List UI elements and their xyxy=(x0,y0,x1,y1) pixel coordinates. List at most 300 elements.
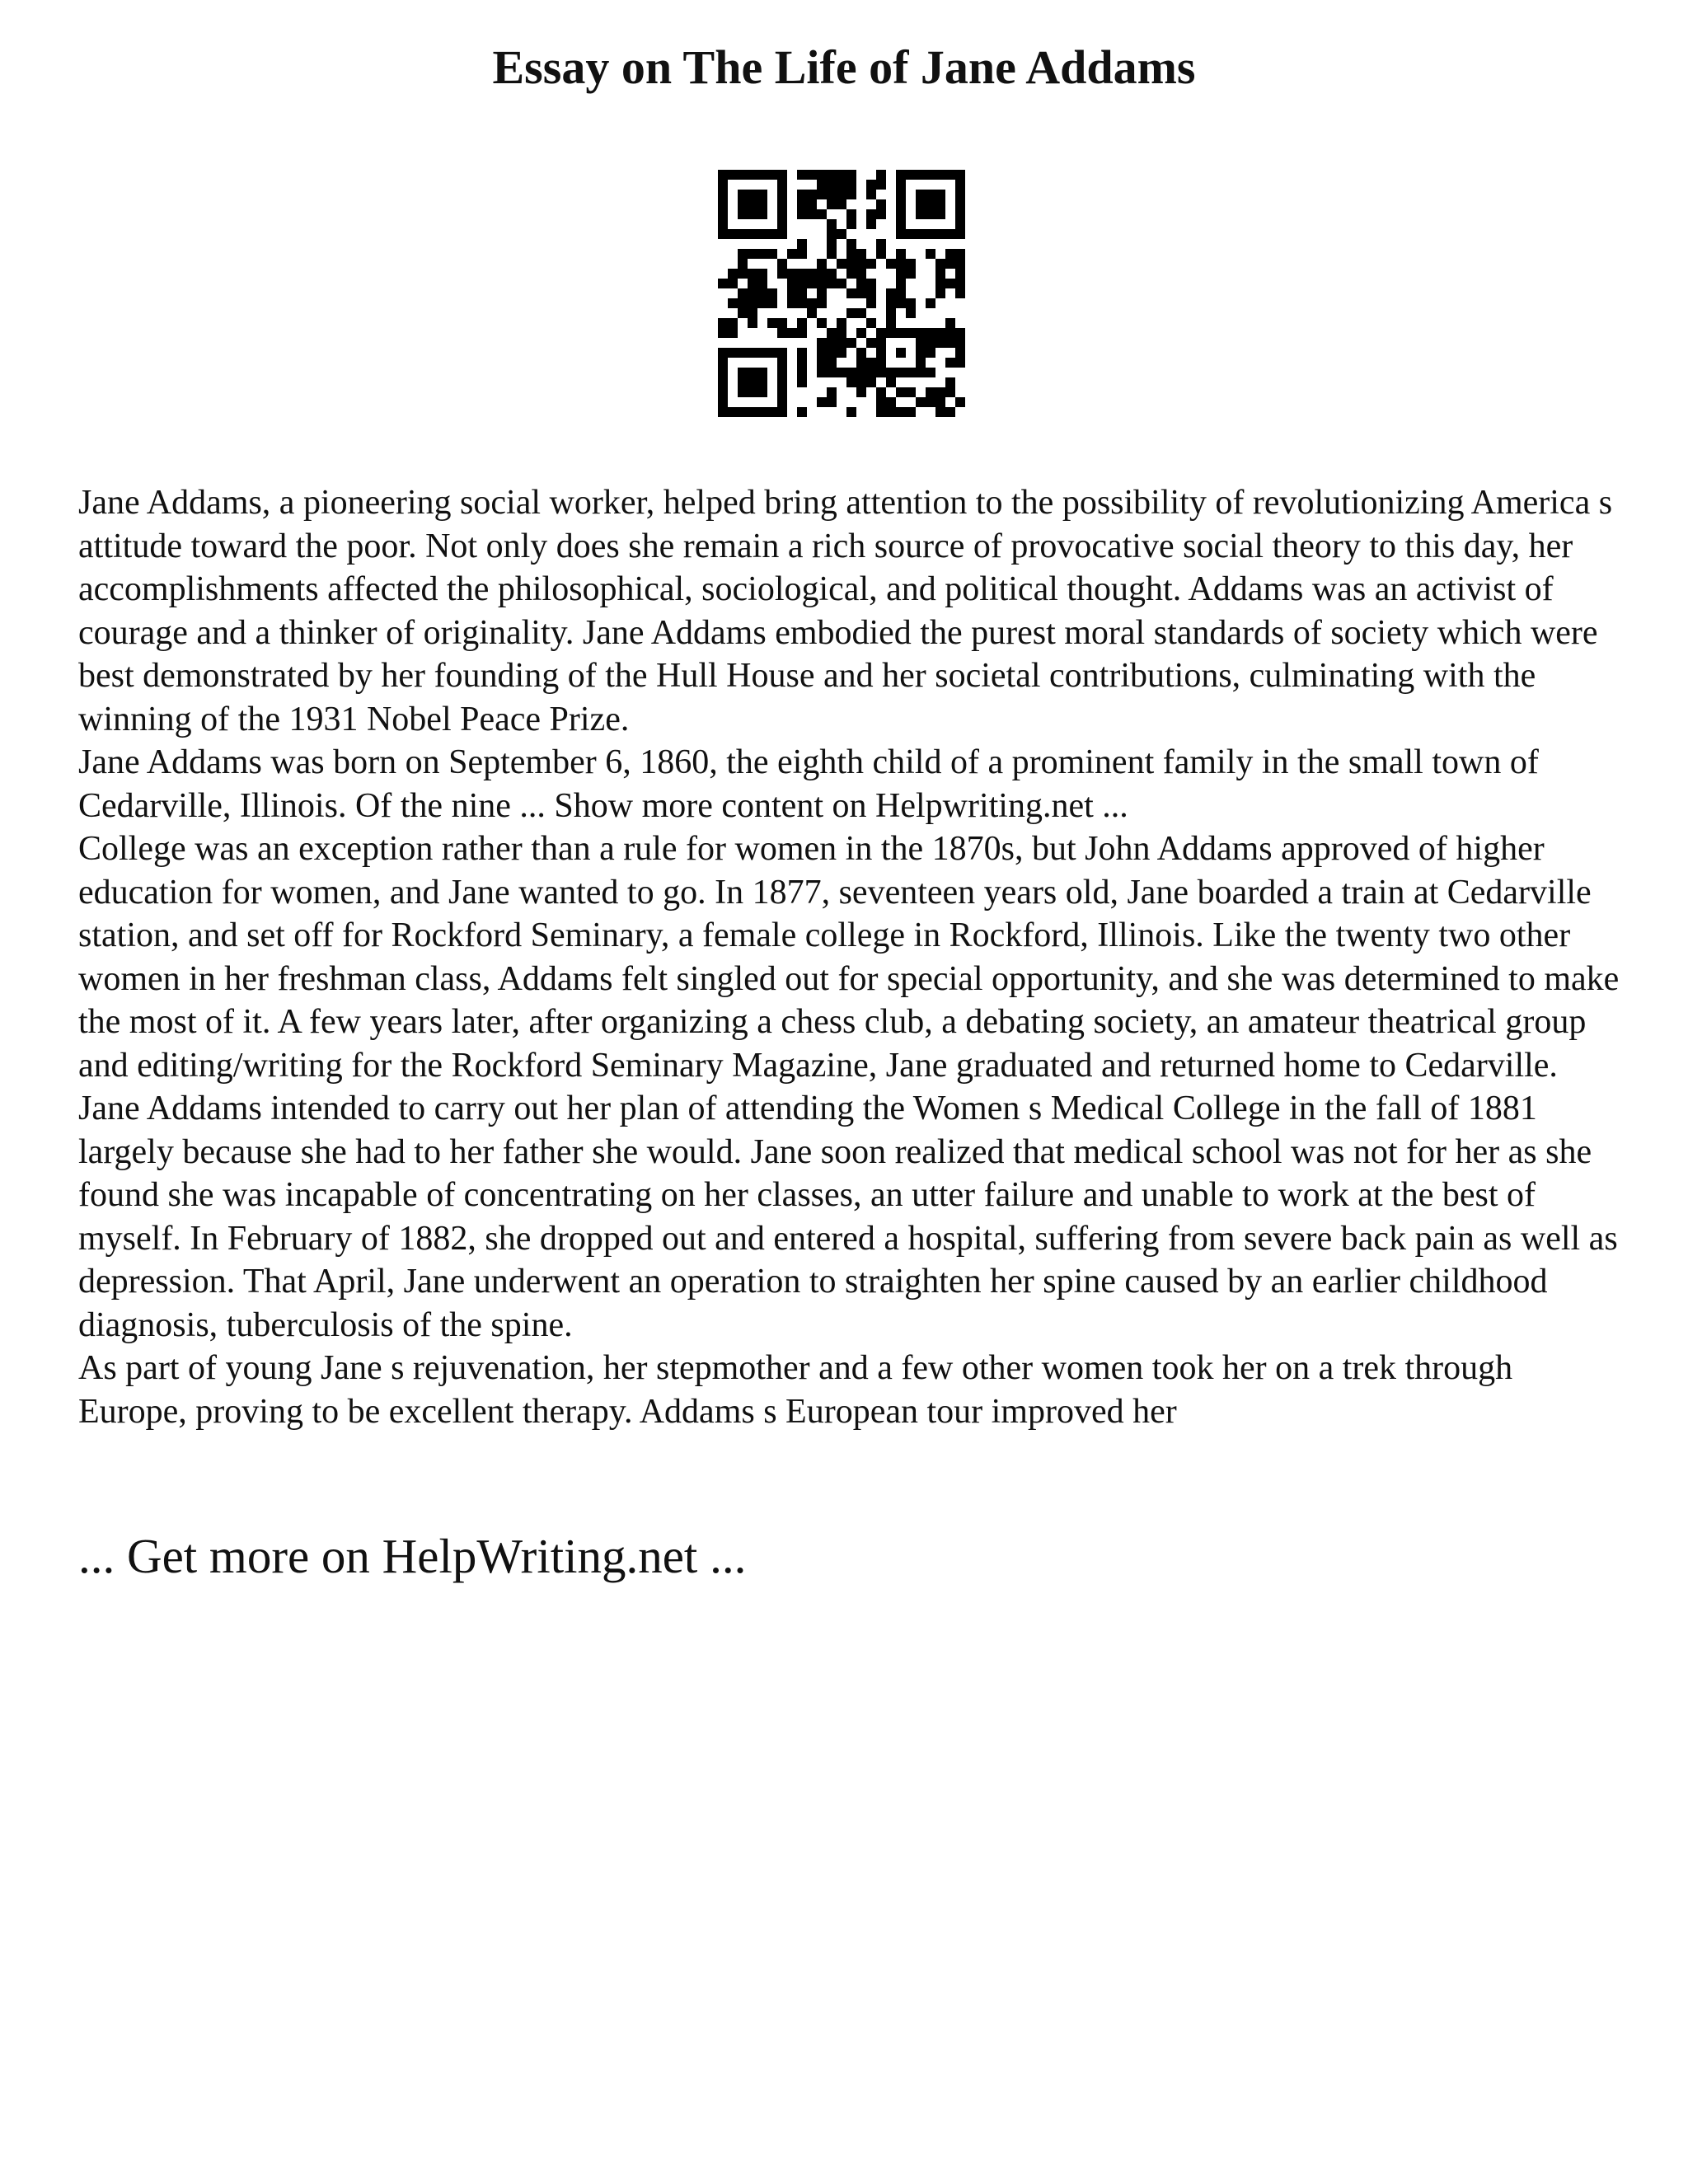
qr-module xyxy=(896,279,906,288)
qr-module xyxy=(787,279,797,288)
qr-module xyxy=(807,209,817,219)
qr-module xyxy=(757,407,767,417)
qr-module xyxy=(757,209,767,219)
qr-module xyxy=(955,199,965,209)
qr-module xyxy=(886,328,896,338)
qr-module xyxy=(856,348,866,358)
qr-module xyxy=(797,298,807,308)
qr-module xyxy=(827,397,837,407)
qr-module xyxy=(955,279,965,288)
qr-module xyxy=(926,298,935,308)
qr-module xyxy=(777,397,787,407)
qr-module xyxy=(906,308,916,318)
qr-module xyxy=(955,190,965,199)
qr-module xyxy=(935,209,945,219)
qr-module xyxy=(866,209,876,219)
qr-module xyxy=(935,387,945,397)
qr-module xyxy=(896,298,906,308)
qr-module xyxy=(738,407,748,417)
qr-module xyxy=(846,368,856,377)
qr-module xyxy=(777,348,787,358)
qr-module xyxy=(926,397,935,407)
qr-module xyxy=(827,170,837,180)
qr-module xyxy=(817,180,827,190)
qr-module xyxy=(797,348,807,358)
qr-module xyxy=(866,279,876,288)
qr-module xyxy=(767,229,777,239)
qr-module xyxy=(787,328,797,338)
qr-module xyxy=(935,407,945,417)
qr-module xyxy=(757,298,767,308)
qr-module xyxy=(876,170,886,180)
qr-module xyxy=(748,279,757,288)
qr-module xyxy=(856,377,866,387)
qr-module xyxy=(896,288,906,298)
paragraph-4: As part of young Jane s rejuvenation, her stepmother and a few other women took her on a trek through Europe, proving to be excellent therapy. Addams s European tour improved her xyxy=(78,1349,1513,1431)
qr-module xyxy=(738,199,748,209)
qr-module xyxy=(896,219,906,229)
qr-module xyxy=(787,269,797,279)
qr-module xyxy=(767,318,777,328)
qr-module xyxy=(866,219,876,229)
qr-module xyxy=(837,180,846,190)
qr-module xyxy=(757,249,767,259)
qr-module xyxy=(896,209,906,219)
qr-module xyxy=(837,318,846,328)
qr-module xyxy=(955,229,965,239)
qr-module xyxy=(846,239,856,249)
qr-module xyxy=(777,180,787,190)
qr-module xyxy=(777,328,787,338)
qr-module xyxy=(757,387,767,397)
qr-module xyxy=(718,387,728,397)
qr-module xyxy=(777,199,787,209)
qr-module xyxy=(797,269,807,279)
qr-module xyxy=(748,199,757,209)
qr-module xyxy=(827,180,837,190)
qr-module xyxy=(916,190,926,199)
qr-module xyxy=(757,170,767,180)
get-more-link[interactable]: ... Get more on HelpWriting.net ... xyxy=(78,1529,747,1583)
qr-module xyxy=(787,249,797,259)
qr-module xyxy=(738,190,748,199)
qr-module xyxy=(748,288,757,298)
qr-module xyxy=(846,308,856,318)
qr-module xyxy=(718,279,728,288)
qr-module xyxy=(827,358,837,368)
qr-module xyxy=(827,279,837,288)
qr-module xyxy=(827,368,837,377)
qr-module xyxy=(817,279,827,288)
qr-module xyxy=(955,358,965,368)
qr-module xyxy=(817,358,827,368)
qr-module xyxy=(906,298,916,308)
qr-module xyxy=(757,288,767,298)
qr-module xyxy=(748,190,757,199)
qr-module xyxy=(955,338,965,348)
qr-module xyxy=(797,239,807,249)
qr-module xyxy=(718,348,728,358)
qr-module xyxy=(846,259,856,269)
qr-module xyxy=(728,328,738,338)
qr-module xyxy=(945,338,955,348)
qr-module xyxy=(876,397,886,407)
qr-module xyxy=(906,269,916,279)
qr-module xyxy=(837,199,846,209)
qr-module xyxy=(797,199,807,209)
qr-module xyxy=(955,219,965,229)
qr-module xyxy=(817,170,827,180)
qr-module xyxy=(955,269,965,279)
qr-module xyxy=(896,229,906,239)
qr-module xyxy=(748,298,757,308)
qr-module xyxy=(945,229,955,239)
qr-module xyxy=(906,229,916,239)
qr-module xyxy=(916,348,926,358)
qr-module xyxy=(738,170,748,180)
qr-module xyxy=(906,259,916,269)
qr-module xyxy=(955,397,965,407)
qr-module xyxy=(886,318,896,328)
qr-module xyxy=(767,170,777,180)
qr-module xyxy=(856,328,866,338)
qr-module xyxy=(837,368,846,377)
qr-module xyxy=(718,219,728,229)
qr-module xyxy=(728,279,738,288)
qr-module xyxy=(797,279,807,288)
qr-module xyxy=(846,269,856,279)
qr-module xyxy=(837,190,846,199)
qr-module xyxy=(866,288,876,298)
qr-module xyxy=(866,298,876,308)
qr-module xyxy=(916,229,926,239)
qr-module xyxy=(856,269,866,279)
qr-module xyxy=(757,269,767,279)
qr-module xyxy=(935,338,945,348)
qr-module xyxy=(846,190,856,199)
qr-module xyxy=(856,249,866,259)
qr-module xyxy=(757,199,767,209)
qr-module xyxy=(718,318,728,328)
qr-module xyxy=(807,170,817,180)
qr-module xyxy=(748,318,757,328)
qr-module xyxy=(866,190,876,199)
qr-module xyxy=(935,328,945,338)
qr-module xyxy=(876,199,886,209)
qr-module xyxy=(827,219,837,229)
qr-module xyxy=(896,249,906,259)
qr-module xyxy=(728,348,738,358)
qr-module xyxy=(807,190,817,199)
qr-module xyxy=(906,170,916,180)
qr-module xyxy=(777,209,787,219)
qr-module xyxy=(866,377,876,387)
qr-module xyxy=(807,279,817,288)
qr-module xyxy=(748,368,757,377)
qr-module xyxy=(906,407,916,417)
qr-module xyxy=(876,358,886,368)
qr-module xyxy=(738,209,748,219)
qr-module xyxy=(817,209,827,219)
qr-module xyxy=(777,387,787,397)
qr-module xyxy=(926,229,935,239)
qr-module xyxy=(916,397,926,407)
qr-module xyxy=(876,239,886,249)
qr-module xyxy=(748,348,757,358)
qr-module xyxy=(886,368,896,377)
qr-module xyxy=(718,229,728,239)
qr-module xyxy=(827,269,837,279)
qr-module xyxy=(876,180,886,190)
qr-module xyxy=(748,269,757,279)
qr-module xyxy=(807,298,817,308)
qr-module xyxy=(777,190,787,199)
qr-module xyxy=(876,249,886,259)
qr-module xyxy=(896,190,906,199)
qr-module xyxy=(817,288,827,298)
qr-module xyxy=(777,229,787,239)
qr-module xyxy=(846,249,856,259)
qr-module xyxy=(906,387,916,397)
qr-module xyxy=(767,407,777,417)
qr-module xyxy=(748,229,757,239)
qr-module xyxy=(827,199,837,209)
qr-module xyxy=(856,387,866,397)
qr-module xyxy=(945,407,955,417)
qr-module xyxy=(718,407,728,417)
qr-module xyxy=(846,180,856,190)
qr-module xyxy=(945,170,955,180)
qr-module xyxy=(935,269,945,279)
qr-module xyxy=(738,387,748,397)
qr-module xyxy=(935,190,945,199)
qr-module xyxy=(787,298,797,308)
qr-module xyxy=(767,288,777,298)
qr-module xyxy=(926,387,935,397)
qr-module xyxy=(876,348,886,358)
qr-module xyxy=(935,170,945,180)
qr-module xyxy=(718,199,728,209)
qr-module xyxy=(846,377,856,387)
qr-module xyxy=(846,219,856,229)
qr-module xyxy=(728,229,738,239)
qr-module xyxy=(797,209,807,219)
qr-module xyxy=(876,338,886,348)
qr-module xyxy=(837,348,846,358)
qr-module xyxy=(797,368,807,377)
qr-module xyxy=(718,377,728,387)
qr-module xyxy=(757,229,767,239)
qr-module xyxy=(827,229,837,239)
qr-module xyxy=(856,308,866,318)
qr-module xyxy=(738,288,748,298)
qr-module xyxy=(718,170,728,180)
qr-module xyxy=(926,348,935,358)
qr-module xyxy=(748,308,757,318)
qr-module xyxy=(896,407,906,417)
qr-module xyxy=(906,328,916,338)
qr-module xyxy=(807,308,817,318)
qr-module xyxy=(856,279,866,288)
qr-module xyxy=(896,259,906,269)
qr-module xyxy=(876,368,886,377)
qr-module xyxy=(945,387,955,397)
qr-module xyxy=(777,407,787,417)
qr-module xyxy=(846,288,856,298)
qr-module xyxy=(817,318,827,328)
qr-module xyxy=(886,308,896,318)
qr-module xyxy=(926,190,935,199)
qr-module xyxy=(896,328,906,338)
qr-module xyxy=(738,259,748,269)
qr-module xyxy=(846,170,856,180)
qr-module xyxy=(896,368,906,377)
qr-module xyxy=(935,288,945,298)
qr-module xyxy=(738,368,748,377)
qr-module xyxy=(757,368,767,377)
qr-module xyxy=(797,249,807,259)
qr-module xyxy=(738,269,748,279)
qr-module xyxy=(797,170,807,180)
qr-module xyxy=(787,288,797,298)
qr-module xyxy=(935,397,945,407)
essay-body xyxy=(78,481,1628,1433)
qr-module xyxy=(748,407,757,417)
qr-module xyxy=(926,209,935,219)
paragraph-3: College was an exception rather than a rule for women in the 1870s, but John Addams approved of higher education for women, and Jane wanted to go. In 1877, seventeen years old, Jane boarded a train at Cedarville station, and set off for Rockford Seminary, a female college in Rockford, Illinois. Like the twenty two other women in her freshman class, Addams felt singled out for special opportunity, and she was determined to make the most of it. A few years later, after organizing a chess club, a debating society, an amateur theatrical group and editing/writing for the Rockford Seminary Magazine, Jane graduated and returned home to Cedarville. Jane Addams intended to carry out her plan of attending the Women s Medical College in the fall of 1881 largely because she had to her father she would. Jane soon realized that medical school was not for her as she found she was incapable of concentrating on her classes, an utter failure and unable to work at the best of myself. In February of 1882, she dropped out and entered a hospital, suffering from severe back pain as well as depression. That April, Jane underwent an operation to straighten her spine caused by an earlier childhood diagnosis, tuberculosis of the spine. xyxy=(78,830,1620,1344)
qr-module xyxy=(817,190,827,199)
qr-module xyxy=(837,259,846,269)
qr-module xyxy=(718,397,728,407)
qr-module xyxy=(886,377,896,387)
qr-module xyxy=(817,259,827,269)
qr-module xyxy=(837,229,846,239)
qr-module xyxy=(955,259,965,269)
qr-module xyxy=(935,229,945,239)
paragraph-2: Jane Addams was born on September 6, 1860, the eighth child of a prominent family in the small town of Cedarville, Illinois. Of the nine ... Show more content on Helpwriting.net ... xyxy=(78,743,1539,825)
qr-module xyxy=(945,377,955,387)
qr-module xyxy=(817,397,827,407)
qr-module xyxy=(718,358,728,368)
qr-module xyxy=(777,269,787,279)
qr-module xyxy=(926,328,935,338)
qr-module xyxy=(777,219,787,229)
qr-module xyxy=(827,328,837,338)
qr-module xyxy=(767,249,777,259)
qr-module xyxy=(846,407,856,417)
qr-module xyxy=(807,269,817,279)
qr-module xyxy=(757,279,767,288)
qr-module xyxy=(935,199,945,209)
qr-module xyxy=(777,368,787,377)
qr-module xyxy=(935,279,945,288)
qr-module xyxy=(757,190,767,199)
qr-module xyxy=(886,397,896,407)
qr-module xyxy=(876,209,886,219)
qr-module xyxy=(926,199,935,209)
qr-module xyxy=(945,358,955,368)
qr-module xyxy=(738,249,748,259)
qr-module xyxy=(817,368,827,377)
qr-module xyxy=(916,358,926,368)
qr-module xyxy=(945,318,955,328)
qr-module xyxy=(738,229,748,239)
qr-module xyxy=(817,338,827,348)
qr-module xyxy=(955,288,965,298)
qr-module xyxy=(876,407,886,417)
qr-module xyxy=(777,358,787,368)
paragraph-1: Jane Addams, a pioneering social worker, helped bring attention to the possibility of revolutionizing America s attitude toward the poor. Not only does she remain a rich source of provocative social theory to this day, her accomplishments affected the philosophical, sociological, and political thought. Addams was an activist of courage and a thinker of originality. Jane Addams embodied the purest moral standards of society which were best demonstrated by her founding of the Hull House and her societal contributions, culminating with the winning of the 1931 Nobel Peace Prize. xyxy=(78,484,1613,738)
qr-module xyxy=(728,318,738,328)
qr-module xyxy=(945,249,955,259)
qr-module xyxy=(827,239,837,249)
qr-module xyxy=(945,279,955,288)
qr-module xyxy=(738,348,748,358)
qr-module xyxy=(866,358,876,368)
qr-module xyxy=(718,328,728,338)
qr-module xyxy=(767,348,777,358)
qr-module xyxy=(837,328,846,338)
qr-module xyxy=(846,209,856,219)
qr-module xyxy=(916,199,926,209)
qr-module xyxy=(728,269,738,279)
qr-module xyxy=(797,288,807,298)
page-title: Essay on The Life of Jane Addams xyxy=(492,40,1196,94)
qr-module xyxy=(777,377,787,387)
qr-module xyxy=(846,338,856,348)
qr-module xyxy=(896,170,906,180)
qr-module xyxy=(856,288,866,298)
qr-module xyxy=(916,368,926,377)
qr-module xyxy=(896,387,906,397)
qr-module xyxy=(886,407,896,417)
qr-module xyxy=(886,298,896,308)
qr-module xyxy=(728,170,738,180)
qr-module xyxy=(876,328,886,338)
qr-module xyxy=(757,377,767,387)
qr-module xyxy=(827,249,837,259)
qr-module xyxy=(777,259,787,269)
qr-module xyxy=(718,190,728,199)
qr-module xyxy=(896,180,906,190)
qr-module xyxy=(876,387,886,397)
qr-module xyxy=(738,298,748,308)
qr-module xyxy=(797,328,807,338)
qr-module xyxy=(728,407,738,417)
qr-module xyxy=(817,348,827,358)
qr-module xyxy=(926,249,935,259)
qr-module xyxy=(827,338,837,348)
qr-module xyxy=(797,377,807,387)
qr-module xyxy=(837,170,846,180)
qr-module xyxy=(926,368,935,377)
qr-module xyxy=(718,209,728,219)
qr-module xyxy=(866,338,876,348)
qr-module xyxy=(797,318,807,328)
qr-module xyxy=(955,328,965,338)
qr-module xyxy=(866,259,876,269)
qr-module xyxy=(827,348,837,358)
qr-module xyxy=(866,368,876,377)
qr-module xyxy=(797,407,807,417)
qr-module xyxy=(748,170,757,180)
qr-module xyxy=(886,259,896,269)
qr-module xyxy=(896,199,906,209)
qr-module xyxy=(817,269,827,279)
qr-module xyxy=(817,298,827,308)
qr-module xyxy=(748,249,757,259)
qr-module xyxy=(856,358,866,368)
